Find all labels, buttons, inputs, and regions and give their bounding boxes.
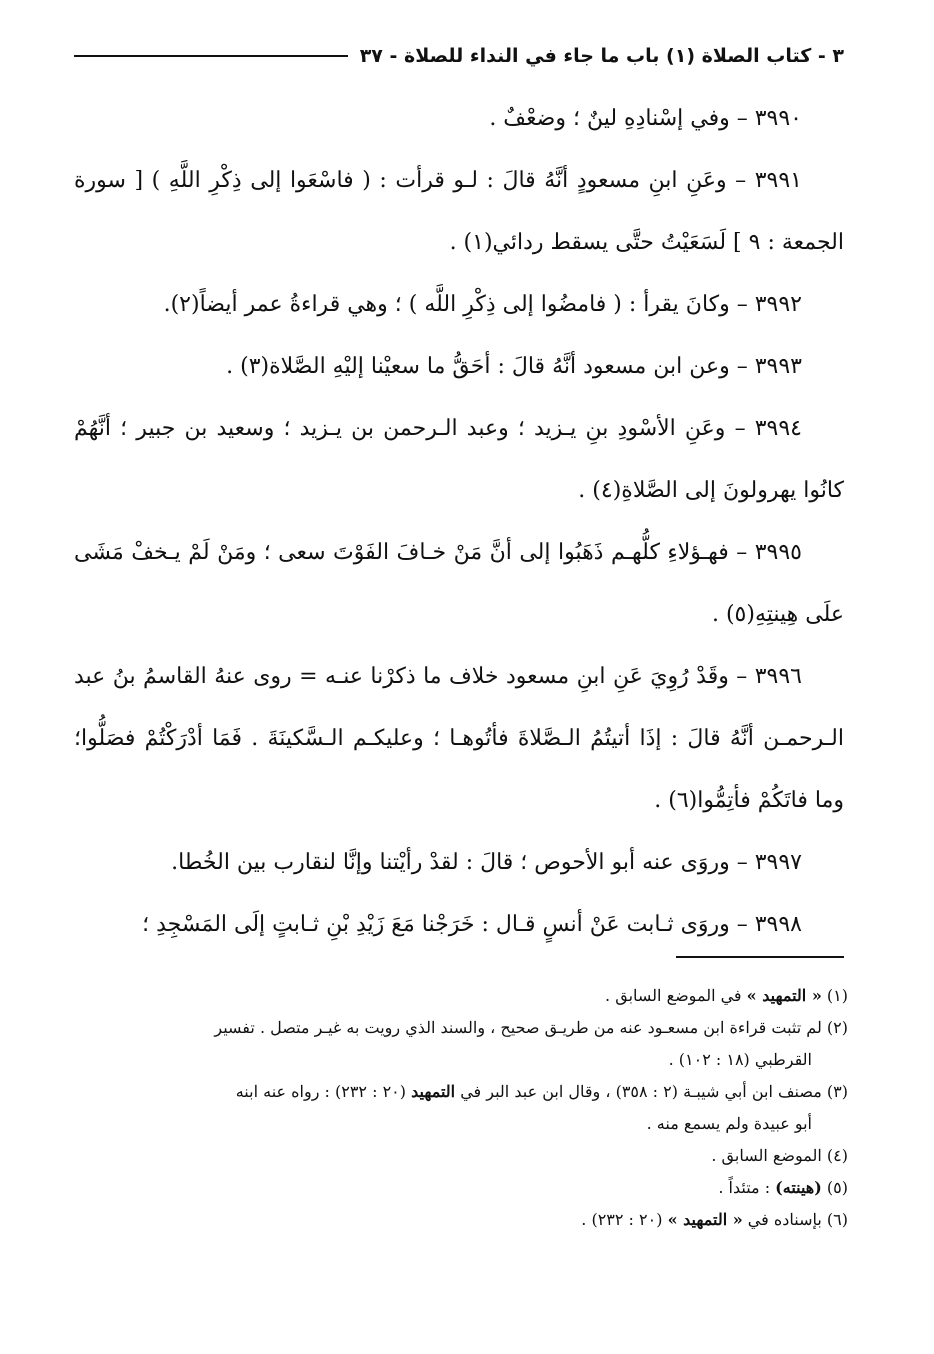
footnote-text: لم تثبت قراءة ابن مسعـود عنه من طريـق صحيح ، والسند الذي رويت به غيـر متصل . تفسير <box>214 1018 822 1037</box>
footnote-number: (١) <box>826 986 848 1005</box>
footnote-source-title: « التمهيد » <box>746 986 822 1005</box>
footnote-separator <box>676 956 844 958</box>
paragraph-3993: ٣٩٩٣ – وعن ابن مسعود أنَّهُ قالَ : أحَقُّ ما سعيْنا إليْهِ الصَّلاة(٣) . <box>226 354 802 379</box>
header-rule <box>74 55 348 57</box>
footnote-source-title: « التمهيد » <box>667 1210 743 1229</box>
footnote-term: (هينته) <box>775 1178 822 1197</box>
footnote-continuation: أبو عبيدة ولم يسمع منه . <box>646 1114 812 1133</box>
footnote-text: (٢٠ : ٢٣٢) : رواه عنه ابنه <box>235 1082 407 1101</box>
running-header <box>74 36 844 76</box>
paragraph-3995: ٣٩٩٥ – فهـؤلاءِ كلُّهـم ذَهَبُوا إلى أنَّ مَنْ خـافَ الفَوْتَ سعى ؛ ومَنْ لَمْ يـخفْ مَشَى علَى هِينتِهِ(٥) . <box>74 540 844 627</box>
footnote-number: (٢) <box>826 1018 848 1037</box>
paragraph-3991: ٣٩٩١ – وعَنِ ابنِ مسعودٍ أنَّهُ قالَ : لـو قرأت : ( فاسْعَوا إلى ذِكْرِ اللَّهِ ) [ سورة الجمعة : ٩ ] لَسَعَيْتُ حتَّى يسقط ردائي(١) . <box>74 168 844 255</box>
footnote-source-title: التمهيد <box>411 1082 456 1101</box>
footnote-text: بإسناده في <box>747 1210 822 1229</box>
footnote-6 <box>74 1204 848 1236</box>
footnote-5 <box>74 1172 848 1204</box>
paragraph-3990: ٣٩٩٠ – وفي إسْنادِهِ لينٌ ؛ وضعْفٌ . <box>489 106 802 131</box>
footnote-text: الموضع السابق . <box>711 1146 822 1165</box>
footnote-1 <box>74 980 848 1012</box>
footnote-text: : متئداً . <box>718 1178 771 1197</box>
footnotes <box>74 980 848 1236</box>
page-header-title: ٣ - كتاب الصلاة (١) باب ما جاء في النداء للصلاة - ٣٧ <box>359 45 844 67</box>
paragraph-3992: ٣٩٩٢ – وكانَ يقرأ : ( فامضُوا إلى ذِكْرِ اللَّه ) ؛ وهي قراءةُ عمر أيضاً(٢). <box>163 292 802 317</box>
footnote-text: مصنف ابن أبي شيبـة (٢ : ٣٥٨) ، وقال ابن عبد البر في <box>460 1082 822 1101</box>
footnote-number: (٤) <box>826 1146 848 1165</box>
paragraph-3998: ٣٩٩٨ – وروَى ثـابت عَنْ أنسٍ قـال : خَرَجْنا مَعَ زَيْدِ بْنِ ثـابتٍ إلَى المَسْجِدِ ؛ <box>142 912 802 937</box>
footnote-3 <box>74 1076 848 1140</box>
footnote-continuation: القرطبي (١٨ : ١٠٢) . <box>668 1050 812 1069</box>
footnote-2 <box>74 1012 848 1076</box>
footnote-text: (٢٠ : ٢٣٢) . <box>581 1210 663 1229</box>
footnote-4 <box>74 1140 848 1172</box>
footnote-number: (٥) <box>826 1178 848 1197</box>
main-text <box>74 88 844 956</box>
footnote-number: (٣) <box>826 1082 848 1101</box>
paragraph-3996: ٣٩٩٦ – وقَدْ رُوِيَ عَنِ ابنِ مسعود خلاف ما ذكرْنا عنـه = روى عنهُ القاسمُ بنُ عبد الـرحمـن أنَّهُ قالَ : إذَا أتيتُمُ الـصَّلاةَ فأتُوهـا ؛ وعليكـم الـسَّكينَةَ . فَمَا أدْرَكْتُمْ فصَلُّوا؛ وما فاتَكُمْ فأتِمُّوا(٦) . <box>74 664 844 813</box>
footnote-number: (٦) <box>826 1210 848 1229</box>
footnote-text: في الموضع السابق . <box>605 986 742 1005</box>
paragraph-3994: ٣٩٩٤ – وعَنِ الأسْودِ بنِ يـزيد ؛ وعبد الـرحمن بن يـزيد ؛ وسعيد بن جبير ؛ أنَّهُمْ كانُوا يهرولونَ إلى الصَّلاةِ(٤) . <box>74 416 844 503</box>
paragraph-3997: ٣٩٩٧ – وروَى عنه أبو الأحوص ؛ قالَ : لقدْ رأيْتنا وإنَّا لنقارب بين الخُطا. <box>171 850 802 875</box>
